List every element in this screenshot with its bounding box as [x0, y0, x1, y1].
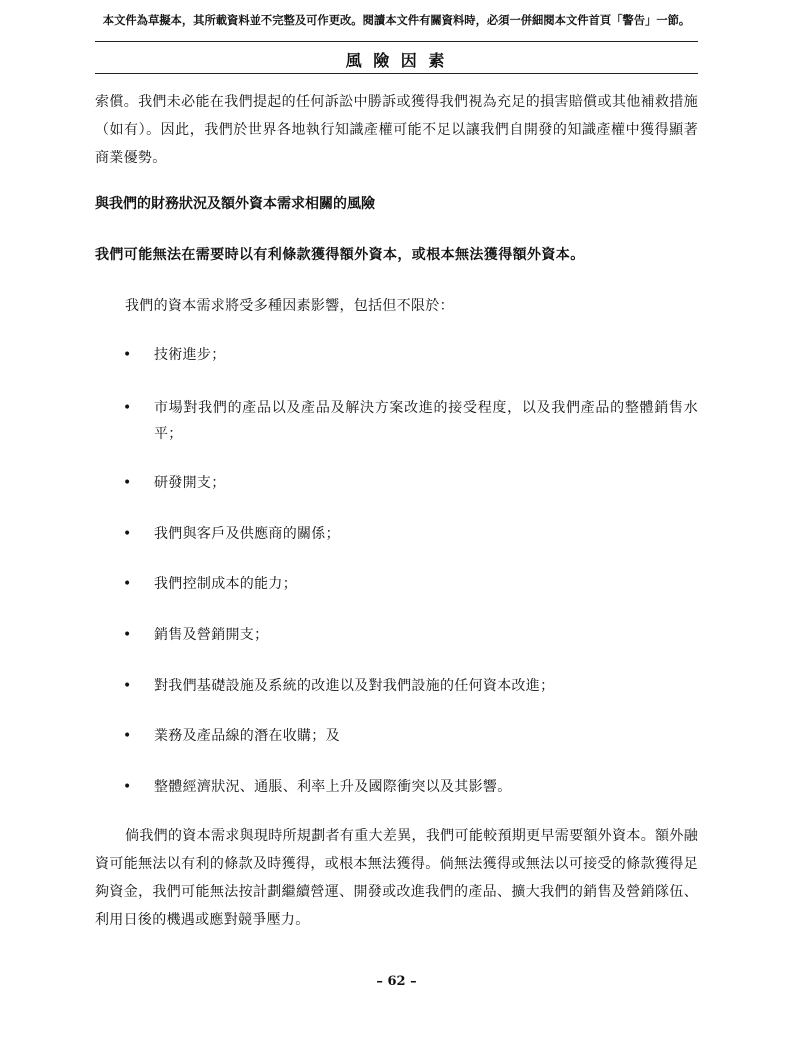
bullet-icon: •: [123, 400, 132, 416]
intro-sentence: 我們的資本需求將受多種因素影響，包括但不限於：: [125, 298, 454, 314]
list-item-text: 銷售及營銷開支；: [154, 627, 269, 643]
bullet-icon: •: [123, 475, 132, 491]
list-item-text: 我們控制成本的能力；: [154, 576, 297, 592]
risk-heading: 我們可能無法在需要時以有利條款獲得額外資本，或根本無法獲得額外資本。: [95, 247, 585, 263]
section-title: 風 險 因 素: [345, 51, 448, 70]
header-rule-bottom: [95, 73, 698, 74]
list-item-text: 對我們基礎設施及系統的改進以及對我們設施的任何資本改進；: [154, 678, 555, 694]
list-item-text: 業務及產品線的潛在收購；及: [154, 728, 340, 744]
bullet-icon: •: [123, 576, 132, 592]
continued-paragraph: 索償。我們未必能在我們提起的任何訴訟中勝訴或獲得我們視為充足的損害賠償或其他補救措施（如有）。因此，我們於世界各地執行知識產權可能不足以讓我們自開發的知識產權中獲得顯著商業優勢。: [95, 94, 698, 166]
final-paragraph: 倘我們的資本需求與現時所規劃者有重大差異，我們可能較預期更早需要額外資本。額外融資可能無法以有利的條款及時獲得，或根本無法獲得。倘無法獲得或無法以可接受的條款獲得足夠資金，我們可能無法按計劃繼續營運、開發或改進我們的產品、擴大我們的銷售及營銷隊伍、利用日後的機遇或應對競爭壓力。: [95, 828, 698, 928]
list-item-text: 技術進步；: [154, 347, 226, 363]
bullet-icon: •: [123, 347, 132, 363]
list-item-text: 市場對我們的產品以及產品及解決方案改進的接受程度，以及我們產品的整體銷售水平；: [154, 400, 698, 442]
list-item-text: 研發開支；: [154, 475, 226, 491]
bullet-icon: •: [123, 728, 132, 744]
bullet-icon: •: [123, 678, 132, 694]
bullet-icon: •: [123, 779, 132, 795]
draft-disclaimer: 本文件為草擬本，其所載資料並不完整及可作更改。閱讀本文件有關資料時，必須一併細閱本文件首頁「警告」一節。: [102, 13, 691, 27]
list-item-text: 整體經濟狀況、通脹、利率上升及國際衝突以及其影響。: [154, 779, 512, 795]
bullet-icon: •: [123, 526, 132, 542]
document-page: [95, 0, 698, 1058]
page-number: – 62 –: [376, 974, 417, 989]
list-item-text: 我們與客戶及供應商的關係；: [154, 526, 340, 542]
header-rule-top: [95, 41, 698, 42]
bullet-icon: •: [123, 627, 132, 643]
subsection-heading: 與我們的財務狀況及額外資本需求相關的風險: [95, 196, 375, 212]
